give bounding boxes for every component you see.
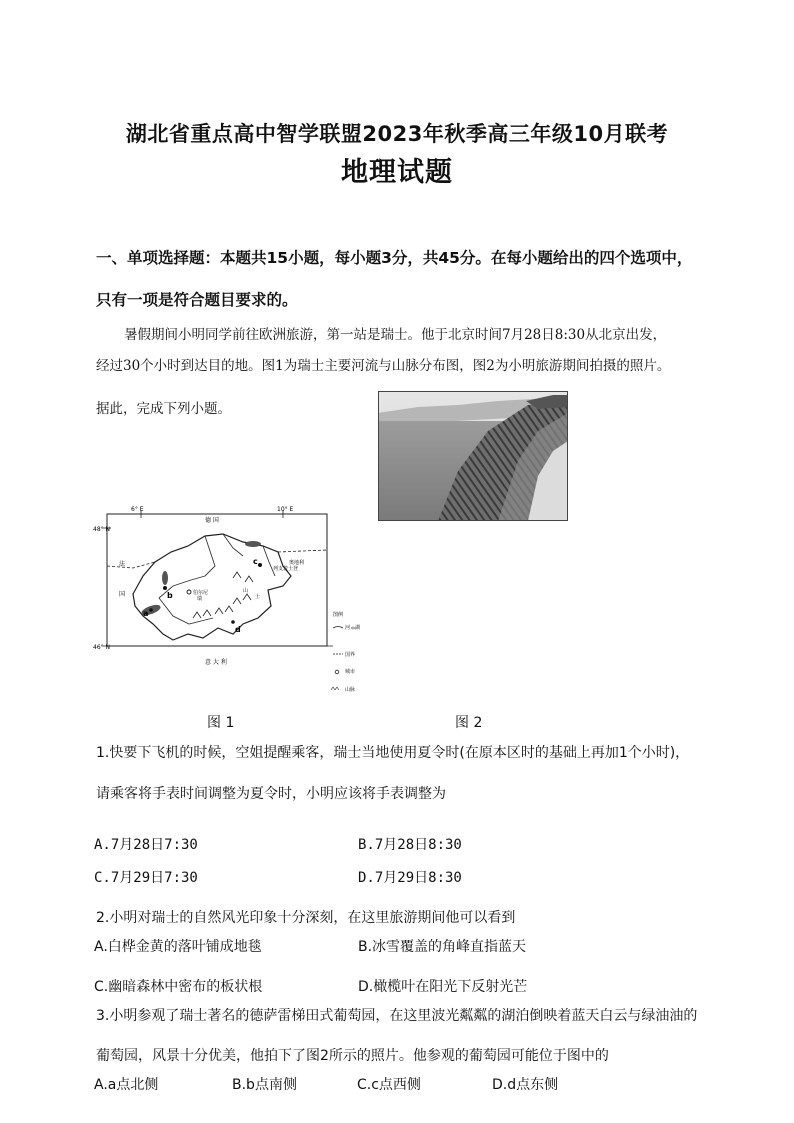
label-austria: 奥地利	[289, 560, 305, 566]
label-mountain-1: 山	[243, 588, 249, 594]
label-italy: 意 大 利	[205, 659, 227, 666]
exam-title: 湖北省重点高中智学联盟2023年秋季高三年级10月联考	[125, 122, 669, 146]
label-swiss: 瑞	[197, 596, 203, 602]
lat-label-bottom: 46° N	[93, 644, 111, 651]
intro-line-1: 暑假期间小明同学前往欧洲旅游，第一站是瑞士。他于北京时间7月28日8:30从北京出发，	[124, 327, 667, 343]
river-aare	[159, 536, 215, 598]
point-d	[231, 620, 235, 624]
legend-city: 城市	[345, 669, 356, 675]
label-c: c	[253, 557, 258, 566]
lake-neuchatel	[162, 571, 168, 585]
legend-city-symbol	[335, 670, 339, 674]
question-1-option-c: C.7月29日7:30	[94, 870, 198, 886]
legend-title: 图例	[333, 612, 344, 618]
lon-label-right: 10° E	[277, 506, 294, 513]
point-c	[258, 563, 262, 567]
question-1-stem-line2: 请乘客将手表时间调整为夏令时，小明应该将手表调整为	[96, 786, 446, 802]
exam-subject: 地理试题	[341, 157, 453, 188]
point-b	[163, 586, 167, 590]
lat-label-top: 48° N	[93, 526, 111, 533]
question-1-stem-line1: 1.快要下飞机的时候，空姐提醒乘客，瑞士当地使用夏令时(在原本区时的基础上再加1个小时)，	[96, 745, 690, 761]
question-3-option-b: B.b点南侧	[232, 1077, 297, 1093]
point-a	[149, 608, 153, 612]
question-2-option-b: B.冰雪覆盖的角峰直指蓝天	[358, 939, 527, 955]
intro-line-2: 经过30个小时到达目的地。图1为瑞士主要河流与山脉分布图，图2为小明旅游期间拍摄的照片。	[96, 358, 671, 374]
figure-1-caption: 图 1	[207, 715, 235, 731]
question-3-stem-line2: 葡萄园，风景十分优美，他拍下了图2所示的照片。他参观的葡萄园可能位于图中的	[96, 1048, 609, 1064]
figure-2-caption: 图 2	[455, 715, 483, 731]
lon-label-left: 6° E	[131, 506, 144, 513]
legend-mountain: 山脉	[345, 687, 356, 693]
austria-border	[278, 550, 327, 552]
legend-lake: 湖	[355, 625, 361, 631]
lake-constance	[245, 541, 261, 547]
swiss-border	[133, 534, 291, 640]
question-2-option-c: C.幽暗森林中密布的板状根	[94, 979, 263, 995]
river-rhone	[159, 598, 213, 624]
question-2-option-d: D.橄榄叶在阳光下反射光芒	[358, 979, 528, 995]
vineyard-photo	[378, 391, 568, 521]
map-legend	[331, 611, 360, 693]
section-heading-line2: 只有一项是符合题目要求的。	[96, 291, 298, 309]
question-2-stem: 2.小明对瑞士的自然风光印象十分深刻，在这里旅游期间他可以看到	[96, 910, 516, 926]
label-france-1: 法	[119, 561, 126, 568]
question-2-option-a: A.白桦金黄的落叶铺成地毯	[94, 939, 262, 955]
question-3-option-c: C.c点西侧	[357, 1077, 421, 1093]
question-3-stem-line1: 3.小明参观了瑞士著名的德萨雷梯田式葡萄园，在这里波光粼粼的湖泊倒映着蓝天白云与绿油油的	[96, 1008, 698, 1024]
question-1-option-a: A.7月28日7:30	[94, 837, 198, 853]
legend-mountain-symbol	[331, 687, 339, 690]
question-3-option-d: D.d点东侧	[492, 1077, 559, 1093]
intro-line-3: 据此，完成下列小题。	[96, 401, 231, 417]
label-germany: 德 国	[205, 517, 219, 524]
label-b: b	[167, 591, 173, 600]
question-1-option-d: D.7月29日8:30	[358, 870, 462, 886]
question-3-option-a: A.a点北侧	[94, 1077, 159, 1093]
label-d: d	[235, 625, 241, 634]
label-bern: 伯尔尼	[193, 590, 209, 596]
switzerland-map	[93, 506, 361, 696]
river-reuss	[223, 534, 243, 556]
france-border	[107, 562, 155, 568]
label-france-2: 国	[119, 591, 126, 598]
city-bern	[187, 590, 191, 594]
legend-border: 国界	[345, 652, 356, 658]
question-1-option-b: B.7月28日8:30	[358, 837, 462, 853]
legend-river: 河	[345, 625, 351, 631]
legend-river-symbol	[333, 627, 343, 629]
map-frame	[107, 514, 327, 646]
label-mountain-2: 士	[255, 594, 261, 600]
section-heading-line1: 一、单项选择题：本题共15小题，每小题3分，共45分。在每小题给出的四个选项中，	[96, 249, 693, 267]
label-a: a	[143, 609, 149, 618]
label-liechtenstein: 列支敦士登	[273, 566, 299, 572]
